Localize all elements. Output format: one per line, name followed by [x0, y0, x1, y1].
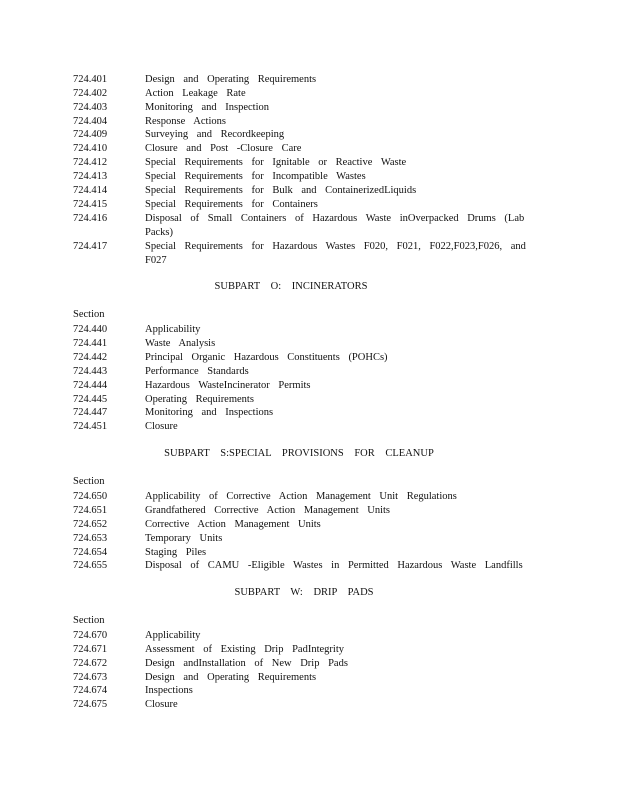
section-number: 724.410 — [73, 143, 108, 154]
section-title: Special Requirements for Ignitable or Reactive Waste — [145, 157, 407, 168]
section-label: Section — [73, 476, 105, 487]
section-number: 724.655 — [73, 560, 108, 571]
section-title: Action Leakage Rate — [145, 88, 246, 99]
section-number: 724.444 — [73, 380, 108, 391]
section-title: Special Requirements for Bulk and ContainerizedLiquids — [145, 185, 417, 196]
section-title: Temporary Units — [145, 533, 223, 544]
subpart-heading: SUBPART O: INCINERATORS — [214, 281, 368, 292]
section-title: Surveying and Recordkeeping — [145, 129, 285, 140]
section-title: Grandfathered Corrective Action Management Units — [145, 505, 391, 516]
section-number: 724.651 — [73, 505, 108, 516]
section-number: 724.416 — [73, 213, 108, 224]
section-title: Performance Standards — [145, 366, 249, 377]
section-title: Disposal of Small Containers of Hazardous Waste inOverpacked Drums (Lab Packs) — [145, 213, 525, 238]
section-title: Applicability of Corrective Action Management Unit Regulations — [145, 491, 457, 502]
section-number: 724.412 — [73, 157, 108, 168]
subpart-heading: SUBPART W: DRIP PADS — [234, 587, 374, 598]
section-number: 724.409 — [73, 129, 108, 140]
section-number: 724.404 — [73, 116, 108, 127]
section-number: 724.413 — [73, 171, 108, 182]
section-number: 724.673 — [73, 672, 108, 683]
section-title: Operating Requirements — [145, 394, 254, 405]
section-number: 724.441 — [73, 338, 108, 349]
section-title: Response Actions — [145, 116, 226, 127]
section-title: Closure — [145, 699, 178, 710]
section-label: Section — [73, 615, 105, 626]
section-number: 724.671 — [73, 644, 108, 655]
section-title: Monitoring and Inspections — [145, 407, 274, 418]
section-title: Closure — [145, 421, 178, 432]
section-label: Section — [73, 309, 105, 320]
section-number: 724.654 — [73, 547, 108, 558]
section-number: 724.442 — [73, 352, 108, 363]
section-title: Design and Operating Requirements — [145, 74, 317, 85]
section-number: 724.401 — [73, 74, 108, 85]
section-title: Corrective Action Management Units — [145, 519, 321, 530]
section-number: 724.670 — [73, 630, 108, 641]
section-title: Special Requirements for Containers — [145, 199, 318, 210]
section-title: Monitoring and Inspection — [145, 102, 269, 113]
section-title: Disposal of CAMU -Eligible Wastes in Permitted Hazardous Waste Landfills — [145, 560, 523, 571]
section-title: Special Requirements for Hazardous Wastes F020, F021, F022,F023,F026, and F027 — [145, 241, 526, 266]
section-number: 724.440 — [73, 324, 108, 335]
section-number: 724.445 — [73, 394, 108, 405]
section-number: 724.417 — [73, 241, 108, 252]
section-number: 724.652 — [73, 519, 108, 530]
section-number: 724.403 — [73, 102, 108, 113]
section-number: 724.451 — [73, 421, 108, 432]
section-title: Hazardous WasteIncinerator Permits — [145, 380, 311, 391]
section-title: Closure and Post -Closure Care — [145, 143, 302, 154]
section-number: 724.653 — [73, 533, 108, 544]
section-title: Inspections — [145, 685, 193, 696]
section-number: 724.414 — [73, 185, 108, 196]
section-title: Waste Analysis — [145, 338, 216, 349]
section-number: 724.674 — [73, 685, 108, 696]
section-title: Applicability — [145, 630, 201, 641]
section-number: 724.650 — [73, 491, 108, 502]
section-title: Assessment of Existing Drip PadIntegrity — [145, 644, 344, 655]
section-number: 724.675 — [73, 699, 108, 710]
section-number: 724.447 — [73, 407, 108, 418]
section-title: Design and Operating Requirements — [145, 672, 317, 683]
section-title: Applicability — [145, 324, 201, 335]
section-number: 724.402 — [73, 88, 108, 99]
section-number: 724.415 — [73, 199, 108, 210]
section-number: 724.672 — [73, 658, 108, 669]
section-title: Staging Piles — [145, 547, 207, 558]
section-number: 724.443 — [73, 366, 108, 377]
section-title: Design andInstallation of New Drip Pads — [145, 658, 348, 669]
section-title: Principal Organic Hazardous Constituents (POHCs) — [145, 352, 388, 363]
subpart-heading: SUBPART S:SPECIAL PROVISIONS FOR CLEANUP — [164, 448, 434, 459]
section-title: Special Requirements for Incompatible Wastes — [145, 171, 366, 182]
